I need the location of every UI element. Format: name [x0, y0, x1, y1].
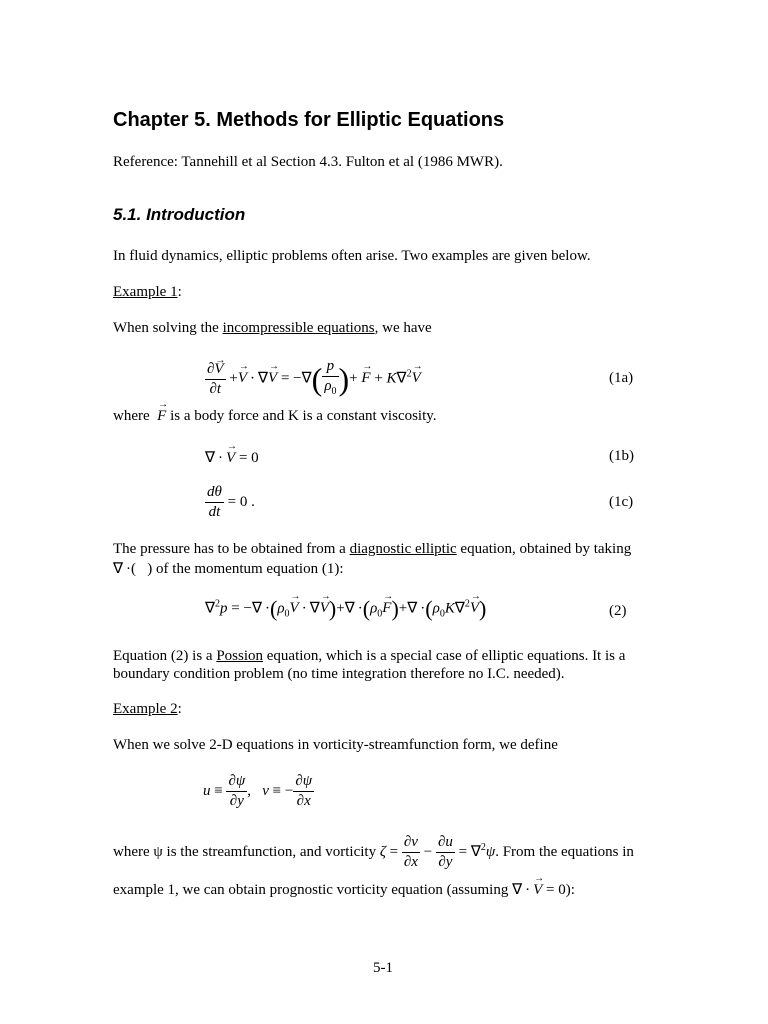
equation-1b: ∇ · → V = 0 [205, 448, 259, 467]
equation-1c: $\frac{d\theta}{dt}$ = 0 . [207, 484, 255, 520]
possion-link: Possion [216, 648, 263, 664]
vorticity-line: where ψ is the streamfunction, and vorticity ζ = $\frac{\partial v}{\partial x}$ − $\frac{\partial u}{\partial y}$ = ∇$^2$ψ. From the equations in [113, 834, 634, 870]
example1-heading [113, 284, 182, 301]
equation-1a-number: (1a) [609, 370, 634, 386]
diagnostic-elliptic-link: diagnostic elliptic [349, 541, 457, 557]
possion-prefix: Equation (2) is a [113, 648, 217, 664]
example2-heading [113, 701, 182, 718]
equation-1a: $\frac{\partial\to V}{\partial t}$ +→ V · ∇→ V = −∇( $\frac{p}{\rho_0}$ )+ → F + K∇$^2$→ V [205, 358, 421, 400]
define-text: When we solve 2-D equations in vorticity-streamfunction form, we define [113, 737, 558, 753]
incompressible-equations-link: incompressible equations [222, 320, 375, 336]
where-prefix: where [113, 408, 154, 424]
pressure-suffix: equation, obtained by taking [456, 541, 632, 557]
example2-label: Example 2 [113, 701, 178, 717]
example1-label: Example 1 [113, 284, 178, 300]
solving-suffix: , we have [374, 320, 432, 336]
pressure-line-2: ∇ ·( ) of the momentum equation (1): [113, 561, 344, 577]
chapter-title: Chapter 5. Methods for Elliptic Equations [113, 109, 505, 131]
where-body-force-line: where → F is a body force and K is a constant viscosity. [113, 408, 437, 425]
equation-1b-number: (1b) [609, 448, 634, 464]
equation-2: ∇$^2$p = −∇ $\cdot(\rho_0\to V$ · ∇→ $V)+\nabla \cdot(\rho_0\to F)+\nabla \cdot(\rho_0K\nabla^2\to V)$ [205, 598, 486, 620]
vorticity-suffix: . From the equations in [495, 844, 634, 860]
example1-colon: : [177, 284, 182, 300]
equation-1c-number: (1c) [609, 494, 634, 510]
prognostic-suffix: ): [565, 882, 575, 898]
equation-streamfunction-definition: u ≡ $\frac{\partial\psi}{\partial y}$ , v ≡ − $\frac{\partial\psi}{\partial x}$ [203, 773, 313, 809]
pressure-line-2-text: of the momentum equation (1): [152, 561, 344, 577]
reference-line: Reference: Tannehill et al Section 4.3. Fulton et al (1986 MWR). [113, 154, 503, 170]
example2-colon: : [177, 701, 182, 717]
equation-2-number: (2) [609, 603, 627, 619]
prognostic-prefix: example 1, we can obtain prognostic vorticity equation (assuming [113, 882, 513, 898]
where-suffix: is a body force and K is a constant viscosity. [166, 408, 437, 424]
pressure-line-1 [113, 541, 631, 558]
example1-solving-line [113, 320, 432, 337]
solving-prefix: When solving the [113, 320, 223, 336]
possion-suffix: equation, which is a special case of elliptic equations. It is a boundary condition problem (no time integration therefore no I.C. needed). [113, 648, 626, 682]
intro-text: In fluid dynamics, elliptic problems often arise. Two examples are given below. [113, 248, 591, 264]
possion-paragraph [113, 647, 653, 683]
vorticity-prefix: where ψ is the streamfunction, and vorticity [113, 844, 380, 860]
page-number: 5-1 [373, 960, 393, 976]
pressure-prefix: The pressure has to be obtained from a [113, 541, 350, 557]
prognostic-line: example 1, we can obtain prognostic vorticity equation (assuming ∇ · → V = 0): [113, 880, 575, 899]
section-title: 5.1. Introduction [113, 205, 246, 224]
